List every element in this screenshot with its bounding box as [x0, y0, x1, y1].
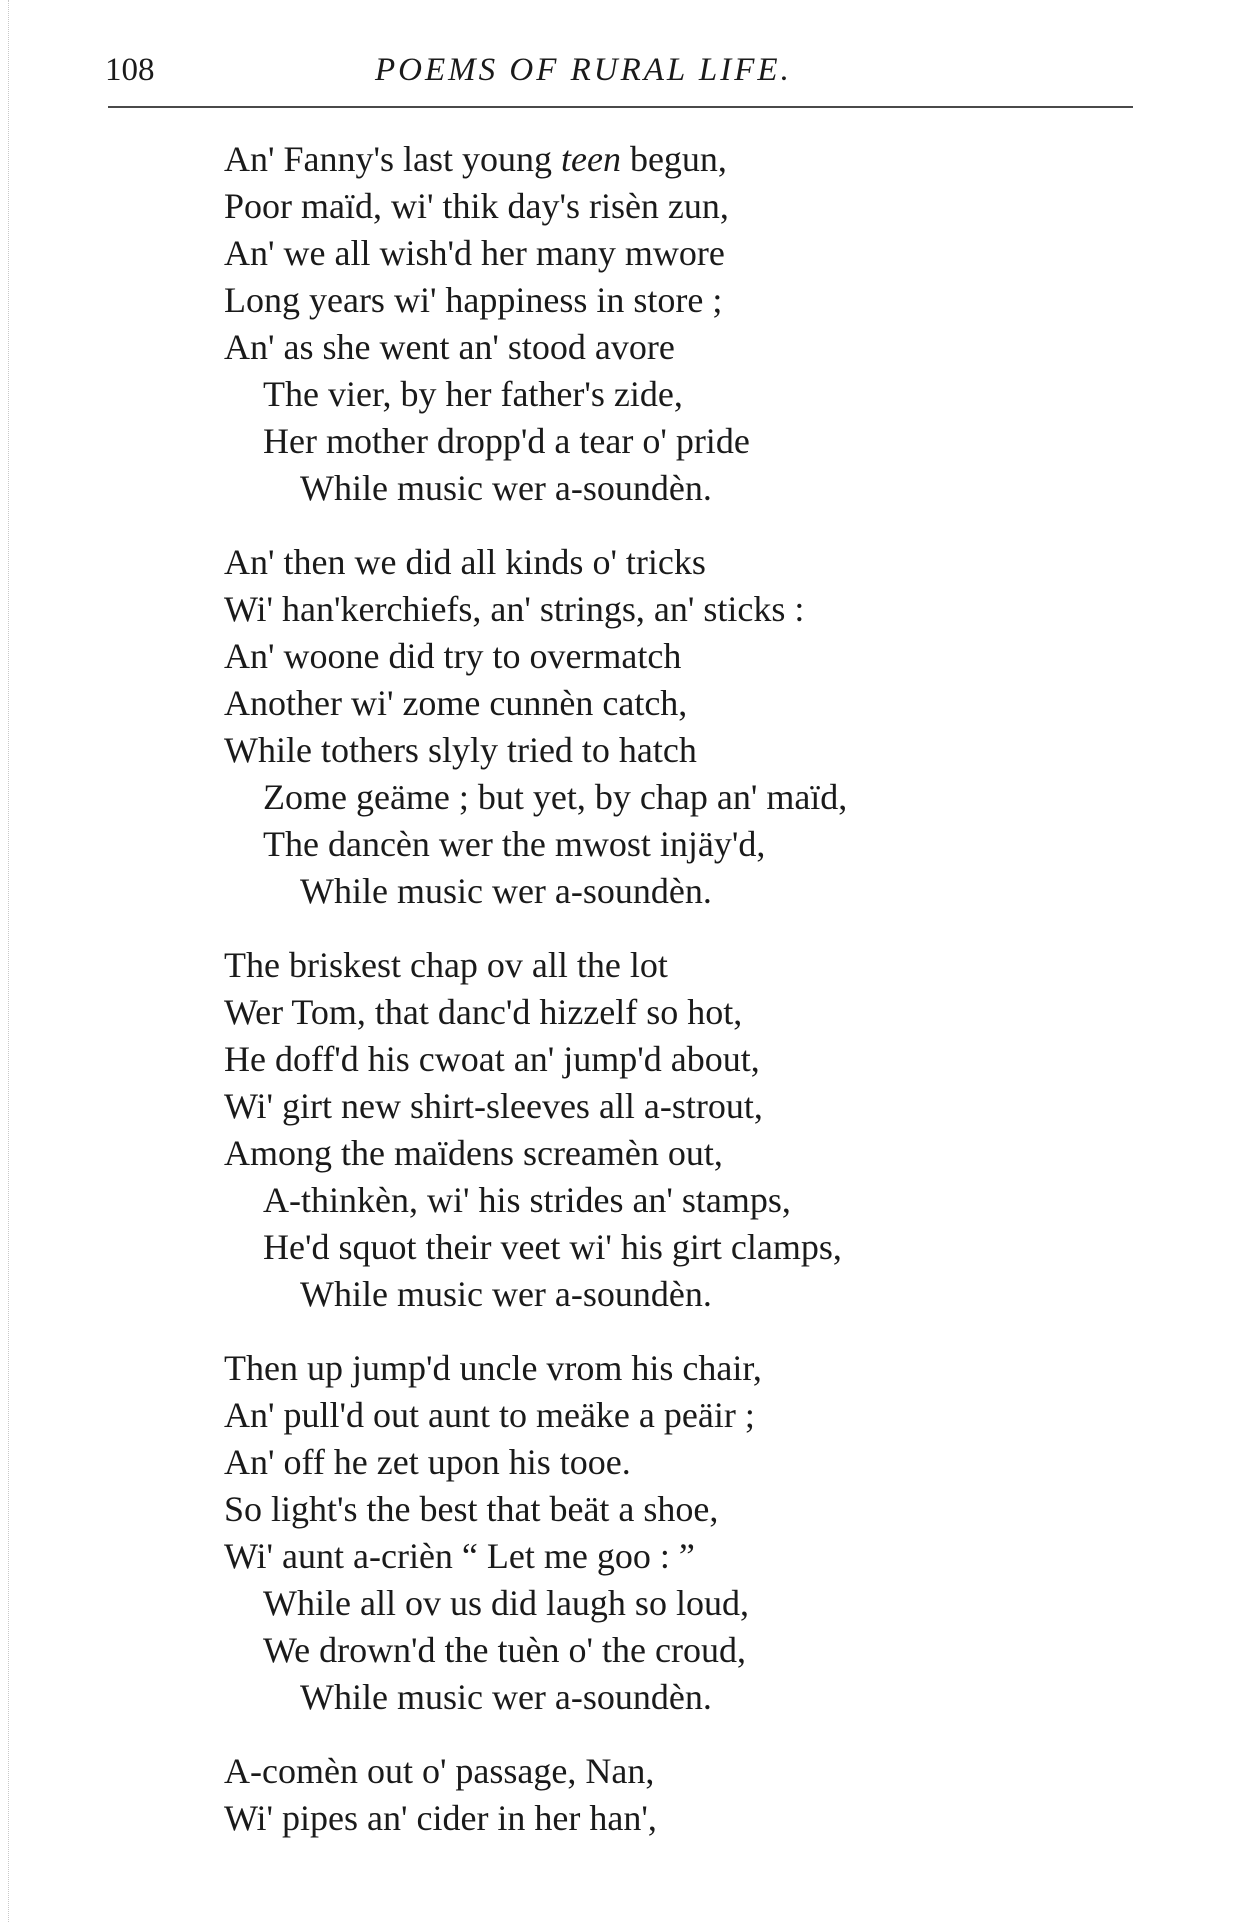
running-title: POEMS OF RURAL LIFE.: [375, 52, 792, 88]
poem-line: An' as she went an' stood avore: [224, 327, 675, 367]
poem-line: He'd squot their veet wi' his girt clamps,: [263, 1227, 842, 1267]
poem-line: An' then we did all kinds o' tricks: [224, 542, 706, 582]
refrain-line: While music wer a-soundèn.: [300, 1274, 712, 1314]
stanza-3: [0, 942, 1255, 1318]
poem-line: Then up jump'd uncle vrom his chair,: [224, 1348, 762, 1388]
poem-line: Zome geäme ; but yet, by chap an' maïd,: [263, 777, 848, 817]
poem-line: Wi' han'kerchiefs, an' strings, an' sticks :: [224, 589, 805, 629]
line-text: An' Fanny's last young: [224, 139, 552, 179]
poem-line: While tothers slyly tried to hatch: [224, 730, 697, 770]
poem-line: Another wi' zome cunnèn catch,: [224, 683, 688, 723]
poem-line: The briskest chap ov all the lot: [224, 945, 668, 985]
italic-word: teen: [560, 139, 621, 179]
poem-line: The dancèn wer the mwost injäy'd,: [263, 824, 766, 864]
poem-line: Long years wi' happiness in store ;: [224, 280, 723, 320]
poem-line: Wer Tom, that danc'd hizzelf so hot,: [224, 992, 743, 1032]
poem-line: Wi' pipes an' cider in her han',: [224, 1798, 657, 1838]
refrain-line: While music wer a-soundèn.: [300, 871, 712, 911]
stanza-2: [0, 539, 1255, 915]
poem-line: An' we all wish'd her many mwore: [224, 233, 725, 273]
poem-line: Wi' girt new shirt-sleeves all a-strout,: [224, 1086, 763, 1126]
stanza-4: [0, 1345, 1255, 1721]
running-header: [0, 52, 1255, 102]
poem-line: A-comèn out o' passage, Nan,: [224, 1751, 655, 1791]
poem-line: Wi' aunt a-crièn “ Let me goo : ”: [224, 1536, 695, 1576]
refrain-line: While music wer a-soundèn.: [300, 468, 712, 508]
poem-line: [0, 136, 1255, 183]
stanza-5: [0, 1748, 1255, 1842]
poem-line: Her mother dropp'd a tear o' pride: [263, 421, 750, 461]
poem-line: Among the maïdens screamèn out,: [224, 1133, 723, 1173]
poem-line: We drown'd the tuèn o' the croud,: [263, 1630, 746, 1670]
line-text-tail: begun,: [629, 139, 727, 179]
header-rule: [108, 106, 1133, 108]
poem-line: A-thinkèn, wi' his strides an' stamps,: [263, 1180, 791, 1220]
poem-line: Poor maïd, wi' thik day's risèn zun,: [224, 186, 729, 226]
poem-line: So light's the best that beät a shoe,: [224, 1489, 719, 1529]
poem-line: An' woone did try to overmatch: [224, 636, 682, 676]
poem-line: An' off he zet upon his tooe.: [224, 1442, 631, 1482]
poem-line: While all ov us did laugh so loud,: [263, 1583, 749, 1623]
stanza-1: [0, 136, 1255, 512]
refrain-line: While music wer a-soundèn.: [300, 1677, 712, 1717]
poem-body: [0, 136, 1255, 1869]
poem-line: An' pull'd out aunt to meäke a peäir ;: [224, 1395, 755, 1435]
poem-line: The vier, by her father's zide,: [263, 374, 683, 414]
page-number: 108: [105, 52, 155, 88]
poem-line: He doff'd his cwoat an' jump'd about,: [224, 1039, 760, 1079]
